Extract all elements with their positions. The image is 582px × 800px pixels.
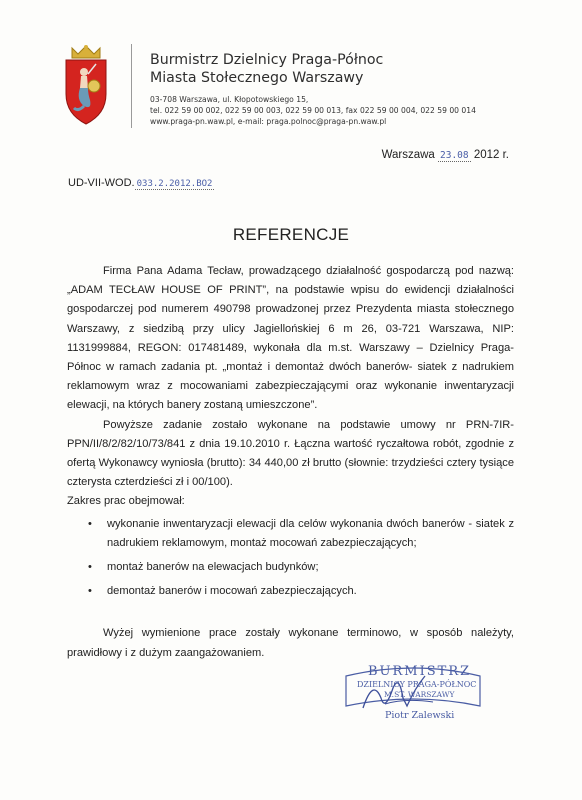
date-handwritten: 23.08 — [440, 150, 469, 161]
bullet-icon: • — [88, 585, 92, 598]
stamp-title: BURMISTRZ — [368, 664, 472, 679]
reference-handwritten: 033.2.2012.BO2 — [136, 179, 213, 189]
bullet-icon: • — [88, 561, 92, 574]
stamp-line-2: DZIELNICY PRAGA-PÓŁNOC — [357, 680, 477, 689]
org-web: www.praga-pn.waw.pl, e-mail: praga.polnoc@praga-pn.waw.pl — [150, 117, 387, 126]
org-phones: tel. 022 59 00 002, 022 59 00 003, 022 59 00 013, fax 022 59 00 004, 022 59 00 014 — [150, 106, 476, 115]
date-line — [382, 149, 509, 161]
scope-item-text: demontaż banerów i mocowań zabezpieczających. — [107, 585, 357, 598]
bullet-icon: • — [88, 517, 92, 530]
paragraph-2: Powyższe zadanie zostało wykonane na podstawie umowy nr PRN-7IR-PPN/II/8/2/82/10/73/841 z dnia 19.10.2010 r. Łączna wartość ryczałtowa robót, zgodnie z ofertą Wykonawcy wyniosła (brutto): 34 440,00 zł brutto (słownie: trzydzieści cztery tysiące czterysta czterdzieści zł i 00/100). — [67, 418, 514, 489]
document-title: REFERENCJE — [232, 225, 350, 244]
paragraph-1: Firma Pana Adama Tecław, prowadzącego działalność gospodarczą pod nazwą: „ADAM TECŁAW HOUSE OF PRINT”, na podstawie wpisu do ewidencji działalności gospodarczej pod numerem 490798 prowadzonej przez Prezydenta miasta stołecznego Warszawy, z siedzibą przy ulicy Jagiellońskiej 6 m 26, 03-721 Warszawa, NIP: 1131999884, REGON: 017481489, wykonała dla m.st. Warszawy – Dzielnicy Praga-Północ w ramach zadania pt. „montaż i demontaż dwóch banerów- siatek z nadrukiem reklamowym wraz z mocowaniami zabezpieczającymi oraz wykonanie inwentaryzacji elewacji, na których banery zostaną umieszczone”. — [67, 265, 514, 412]
date-prefix: Warszawa — [381, 149, 435, 161]
handwritten-signature — [355, 668, 445, 716]
letter-body — [67, 262, 514, 663]
org-name-line1: Burmistrz Dzielnicy Praga-Północ — [150, 52, 384, 68]
scope-list — [67, 515, 514, 602]
org-name-line2: Miasta Stołecznego Warszawy — [150, 70, 364, 86]
signer-name: Piotr Zalewski — [385, 710, 455, 721]
scope-item-text: montaż banerów na elewacjach budynków; — [107, 561, 319, 574]
org-contact — [150, 94, 476, 127]
date-suffix: 2012 r. — [473, 149, 509, 161]
letterhead-divider — [131, 44, 132, 128]
scope-item-text: wykonanie inwentaryzacji elewacji dla celów wykonania dwóch banerów - siatek z nadrukiem reklamowym, montaż mocowań zabezpieczających; — [107, 517, 514, 549]
letterhead — [150, 51, 476, 127]
org-address: 03-708 Warszawa, ul. Kłopotowskiego 15, — [150, 95, 309, 104]
stamp-line-3: M.ST. WARSZAWY — [384, 690, 455, 699]
reference-line — [68, 177, 214, 189]
list-item — [67, 558, 514, 577]
warsaw-mermaid-crest-icon — [58, 44, 114, 126]
reference-prefix: UD-VII-WOD. — [68, 177, 135, 189]
closing-paragraph: Wyżej wymienione prace zostały wykonane terminowo, w sposób należyty, prawidłowy i z dużym zaangażowaniem. — [67, 627, 514, 659]
scope-intro: Zakres prac obejmował: — [67, 495, 185, 508]
list-item — [67, 582, 514, 601]
list-item — [67, 515, 514, 553]
